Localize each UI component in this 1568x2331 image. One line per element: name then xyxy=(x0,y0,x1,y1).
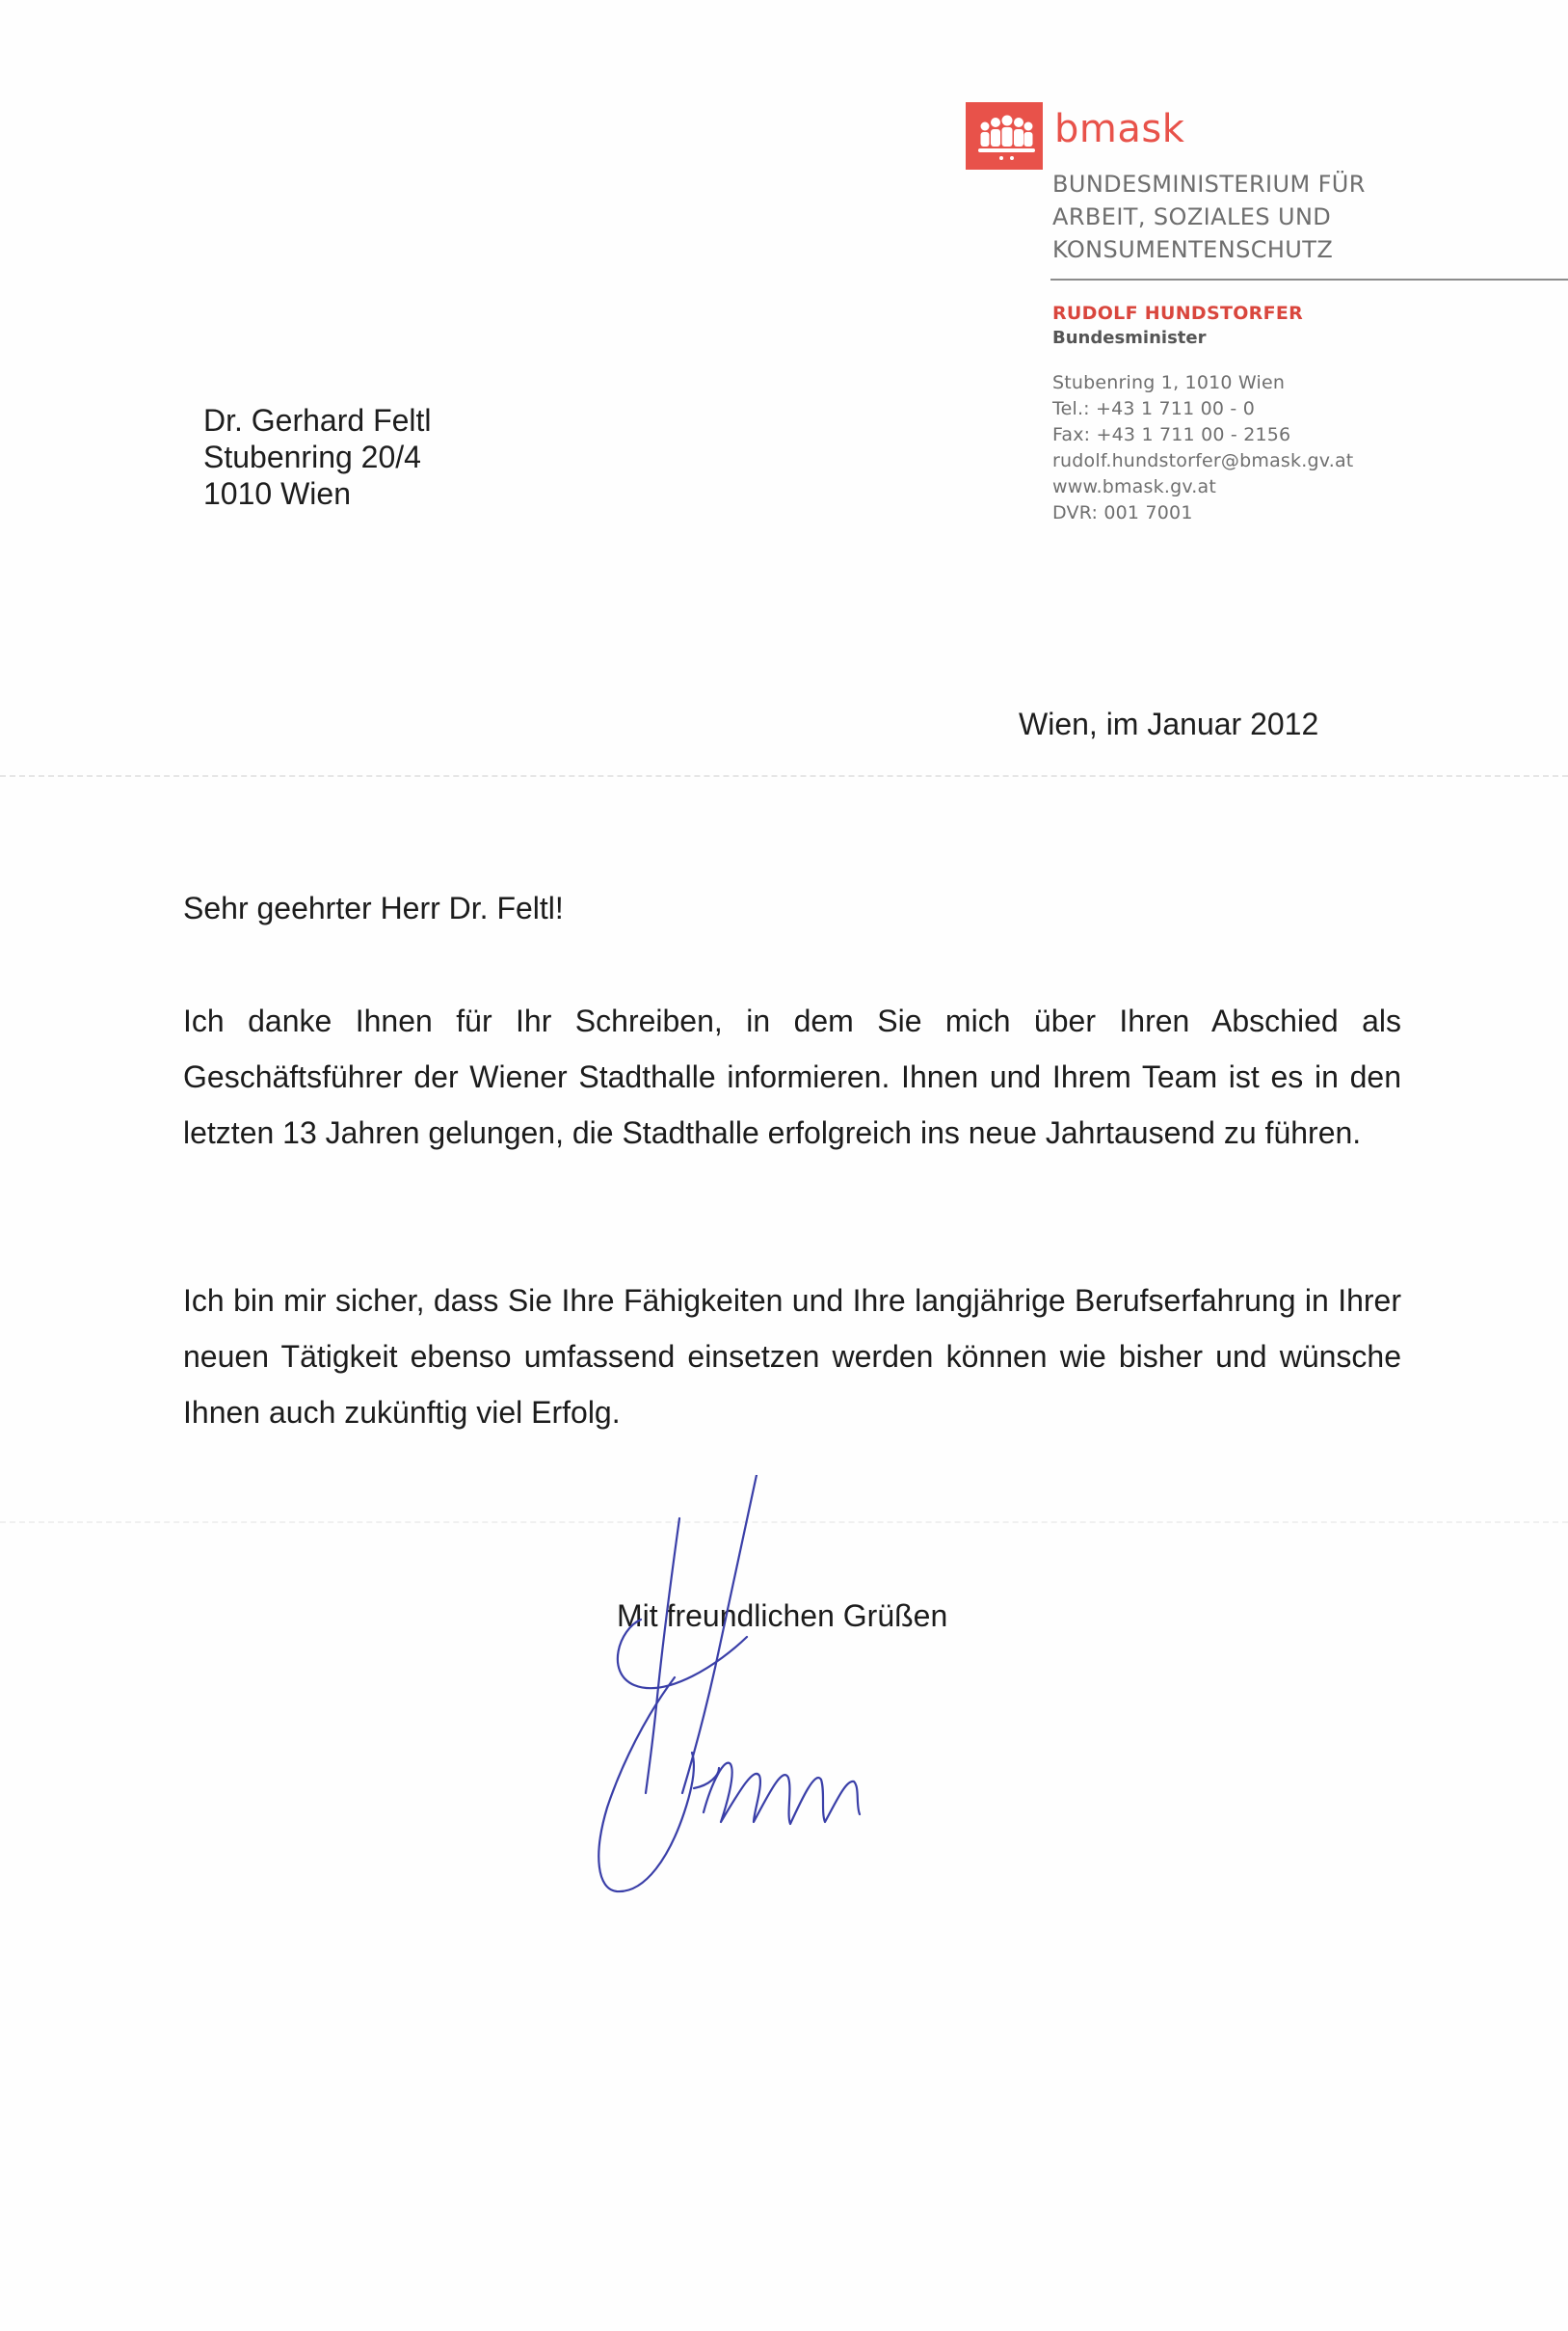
contact-email: rudolf.hundstorfer@bmask.gv.at xyxy=(1052,450,1354,471)
minister-title: Bundesminister xyxy=(1052,328,1207,348)
recipient-name: Dr. Gerhard Feltl xyxy=(203,403,432,438)
minister-name: RUDOLF HUNDSTORFER xyxy=(1052,303,1304,324)
recipient-city: 1010 Wien xyxy=(203,476,351,511)
salutation: Sehr geehrter Herr Dr. Feltl! xyxy=(183,891,564,925)
contact-dvr: DVR: 001 7001 xyxy=(1052,502,1193,523)
contact-address: Stubenring 1, 1010 Wien xyxy=(1052,372,1286,393)
recipient-address xyxy=(203,402,432,512)
body-paragraph: Ich bin mir sicher, dass Sie Ihre Fähigkeiten und Ihre langjährige Berufserfahrung in Ihrer neuen Tätigkeit ebenso umfassend einsetzen werden können wie bisher und wünsche Ihnen auch zukünftig viel Erfolg. xyxy=(183,1283,1401,1430)
letterhead-divider xyxy=(1050,279,1568,281)
contact-details xyxy=(1052,370,1353,526)
recipient-street: Stubenring 20/4 xyxy=(203,440,421,474)
letter-date: Wien, im Januar 2012 xyxy=(1019,707,1319,741)
ministry-line: KONSUMENTENSCHUTZ xyxy=(1052,236,1334,263)
logo-wordmark: bmask xyxy=(1054,107,1185,151)
fold-line xyxy=(0,775,1568,777)
contact-fax: Fax: +43 1 711 00 - 2156 xyxy=(1052,424,1291,445)
closing-phrase: Mit freundlichen Grüßen xyxy=(617,1598,948,1633)
people-group-icon xyxy=(966,102,1043,170)
body-paragraph: Ich danke Ihnen für Ihr Schreiben, in dem Sie mich über Ihren Abschied als Geschäftsführer der Wiener Stadthalle informieren. Ihnen und Ihrem Team ist es in den letzten 13 Jahren gelungen, die Stadthalle erfolgreich ins neue Jahrtausend zu führen. xyxy=(183,1004,1401,1150)
minister-block xyxy=(1052,301,1353,526)
contact-tel: Tel.: +43 1 711 00 - 0 xyxy=(1052,398,1255,419)
ministry-line: ARBEIT, SOZIALES UND xyxy=(1052,203,1332,230)
ministry-line: BUNDESMINISTERIUM FÜR xyxy=(1052,171,1366,198)
ministry-name xyxy=(1052,168,1554,266)
handwritten-signature xyxy=(549,1475,906,1909)
contact-web: www.bmask.gv.at xyxy=(1052,476,1217,497)
